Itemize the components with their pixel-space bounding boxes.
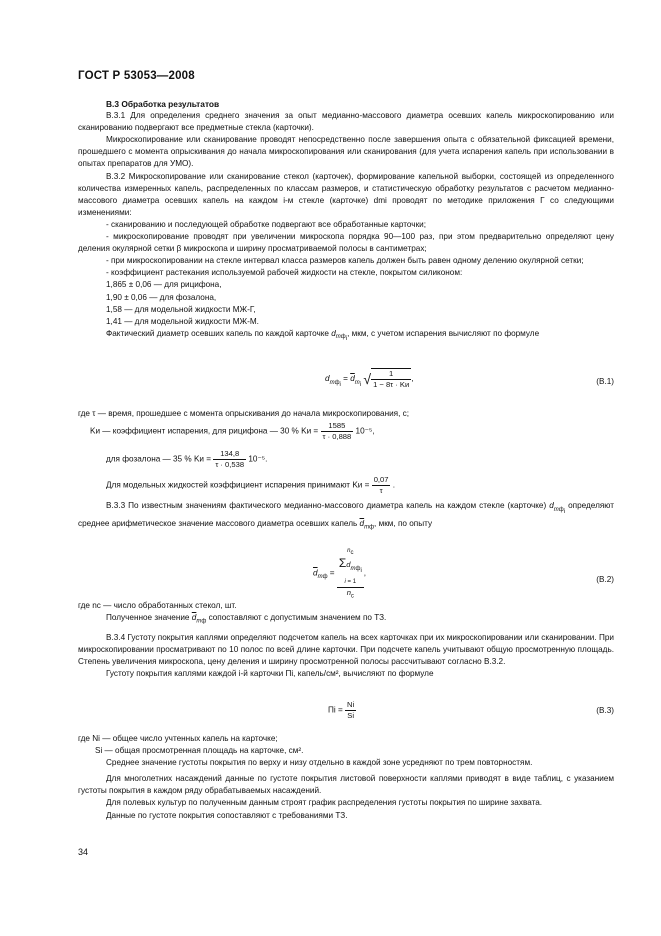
evap-ricifon-tail: 10⁻⁵,: [355, 426, 375, 436]
body-block-1: [78, 98, 614, 346]
evap-ricifon-den: τ · 0,888: [322, 432, 352, 441]
formula-b3-den: Si: [347, 711, 355, 720]
paragraph-average-density: Среднее значение густоты покрытия по верху и низу отдельно в каждой зоне усредняют по трем повторностям.: [106, 758, 533, 768]
paragraph-b33-mid: определяют среднее арифметическое значение массового диаметра осевших капель: [78, 501, 614, 528]
formula-b3-lhs: Пi =: [328, 705, 343, 715]
formula-b2-number: (В.2): [596, 575, 614, 584]
formula-b3: [328, 700, 356, 721]
evap-ricifon: [90, 421, 614, 442]
coef-mzh-g: 1,58 — для модельной жидкости МЖ-Г,: [106, 304, 256, 314]
list-item-spread-coefficient: - коэффициент растекания используемой рабочей жидкости на стекле, покрытом силиконом:: [106, 268, 463, 278]
paragraph-perennial: Для многолетних насаждений данные по густоте покрытия листовой поверхности каплями приводят в виде таблиц, с указанием густоты покрытия в каждом ряду обрабатываемых насаждений.: [78, 774, 614, 796]
coef-ricifon: 1,865 ± 0,06 — для рицифона,: [106, 280, 222, 290]
paragraph-density-formula-intro: Густоту покрытия каплями каждой i-й карточки Пi, капель/см², вычисляют по формуле: [106, 669, 434, 679]
paragraph-scan-timing: Микроскопирование или сканирование проводят непосредственно после завершения опыта с обязательной фиксацией времени, прошедшего с момента опрыскивания до начала микроскопирования или сканирования (для учета испарения капель при использовании в опытах препаратов для УМО).: [78, 135, 614, 169]
paragraph-compare-lead: Полученное значение: [106, 613, 190, 623]
formula-b1-number: (В.1): [596, 377, 614, 386]
document-header: ГОСТ Р 53053—2008: [78, 70, 195, 82]
body-block-2: [78, 408, 614, 420]
coef-fozalon: 1,90 ± 0,06 — для фозалона,: [106, 292, 217, 302]
paragraph-compare: Полученное значение $\overline{d}_{mф}$ сопоставляют с допустимым значением по ТЗ.: [106, 613, 387, 625]
paragraph-b33-tail: , мкм, по опыту: [374, 518, 433, 528]
paragraph-actual-diameter-lead: Фактический диаметр осевших капель по каждой карточке: [106, 328, 329, 338]
evap-fozalon-num: 134,8: [213, 449, 246, 460]
formula-b1: $d_{mф_i} = \overline{d}_{m_i}$ √ $\frac{1}{1 - 8\tau \cdot Kи}$ ,: [325, 369, 414, 389]
paragraph-b33-text: В.3.3 По известным значениям фактического медианно-массового диаметра капель на каждом стекле (карточке) $d_{mф_i}$ определяют среднее арифметическое значение массового диаметра осевших капель $\overline{d}_{mф}$, мкм, по опыту: [78, 501, 614, 531]
body-block-4: [78, 733, 614, 822]
paragraph-compare-tz: Данные по густоте покрытия сопоставляют с требованиями ТЗ.: [106, 810, 348, 820]
formula-b1-numerator: 1: [371, 369, 411, 380]
where-si: Si — общая просмотренная площадь на карточке, см².: [95, 746, 304, 756]
list-item-scan: - сканированию и последующей обработке подвергают все обработанные карточки;: [106, 219, 427, 229]
evap-model: Для модельных жидкостей коэффициент испарения принимают Kи = $\frac{0,07}{\tau}$ .: [106, 475, 396, 495]
list-item-interval: - при микроскопировании на стекле интервал класса размеров капель должен быть равен одному делению окулярной сетки;: [106, 256, 584, 266]
paragraph-b34: В.3.4 Густоту покрытия каплями определяют подсчетом капель на всех карточках при их микроскопировании или сканировании. При микроскопировании просматривают по 10 полос по всей длине карточки. При подсчете капель учитывают общую просмотренную площадь. Степень увеличения микроскопа, цену деления и ширину просмотренной полосы рассчитывают согласно В.3.2.: [78, 632, 614, 667]
paragraph-b33: [78, 500, 614, 534]
where-tau: где τ — время, прошедшее с момента опрыскивания до начала микроскопирования, с;: [78, 409, 410, 418]
evap-model-text: Для модельных жидкостей коэффициент испарения принимают Kи =: [106, 480, 370, 490]
list-item-microscope: - микроскопирование проводят при увеличении микроскопа порядка 90—100 раз, при этом предварительно определяют цену деления окулярной сетки β микроскопа и ширину просматриваемой полосы в сантиметрах;: [78, 232, 614, 254]
paragraph-compare-tail: сопоставляют с допустимым значением по ТЗ.: [208, 613, 387, 623]
body-block-3: [78, 600, 614, 680]
page-number: 34: [78, 847, 89, 857]
coef-mzh-m: 1,41 — для модельной жидкости МЖ-М.: [106, 316, 259, 326]
formula-b3-num: Ni: [347, 700, 355, 709]
evap-model-den: τ: [379, 486, 383, 495]
evap-fozalon: [106, 449, 614, 470]
where-ni: где Ni — общее число учтенных капель на карточке;: [78, 734, 278, 743]
paragraph-actual-diameter: Фактический диаметр осевших капель по каждой карточке $d_{mф_i}$, мкм, с учетом испарения вычисляют по формуле: [106, 328, 540, 343]
evap-fozalon-den: τ · 0,538: [215, 460, 245, 469]
evap-ricifon-num: 1585: [321, 421, 354, 432]
evap-fozalon-tail: 10⁻⁵.: [248, 454, 268, 464]
section-title: В.3 Обработка результатов: [106, 99, 220, 109]
formula-b3-number: (В.3): [596, 706, 614, 715]
paragraph-b32: В.3.2 Микроскопирование или сканирование стекол (карточек), формирование капельной выборки, состоящей из определенного количества измеренных капель, распределенных по классам размеров, и статистическую обработку результатов с расчетом медианно-массового диаметра осевших капель на каждом i-м стекле (карточке) dmi проводят по методике приложения Г со следующими изменениями:: [78, 171, 614, 217]
paragraph-field-crops: Для полевых культур по полученным данным строят график распределения густоты покрытия по ширине захвата.: [106, 798, 543, 808]
formula-b1-denominator: 1 − 8τ · Kи: [373, 380, 410, 389]
paragraph-b31: В.3.1 Для определения среднего значения за опыт медианно-массового диаметра осевших капель микроскопированию или сканированию подвергают все предметные стекла (карточки).: [78, 111, 614, 133]
formula-b2: $\overline{d}_{mф}$ = $n_c$ $\Sigma d_{mф_i}$ i = 1 $n_c$ ,: [313, 545, 366, 601]
evap-fozalon-text: для фозалона — 35 % Kи =: [106, 454, 212, 464]
evap-ricifon-text: Kи — коэффициент испарения, для рицифона — 30 % Kи =: [90, 426, 319, 436]
paragraph-actual-diameter-tail: , мкм, с учетом испарения вычисляют по формуле: [347, 328, 540, 338]
where-nc: где nс — число обработанных стекол, шт.: [78, 601, 237, 610]
evap-model-num: 0,07: [373, 475, 389, 484]
paragraph-b33-lead: В.3.3 По известным значениям фактического медианно-массового диаметра капель на каждом стекле (карточке): [106, 501, 547, 510]
